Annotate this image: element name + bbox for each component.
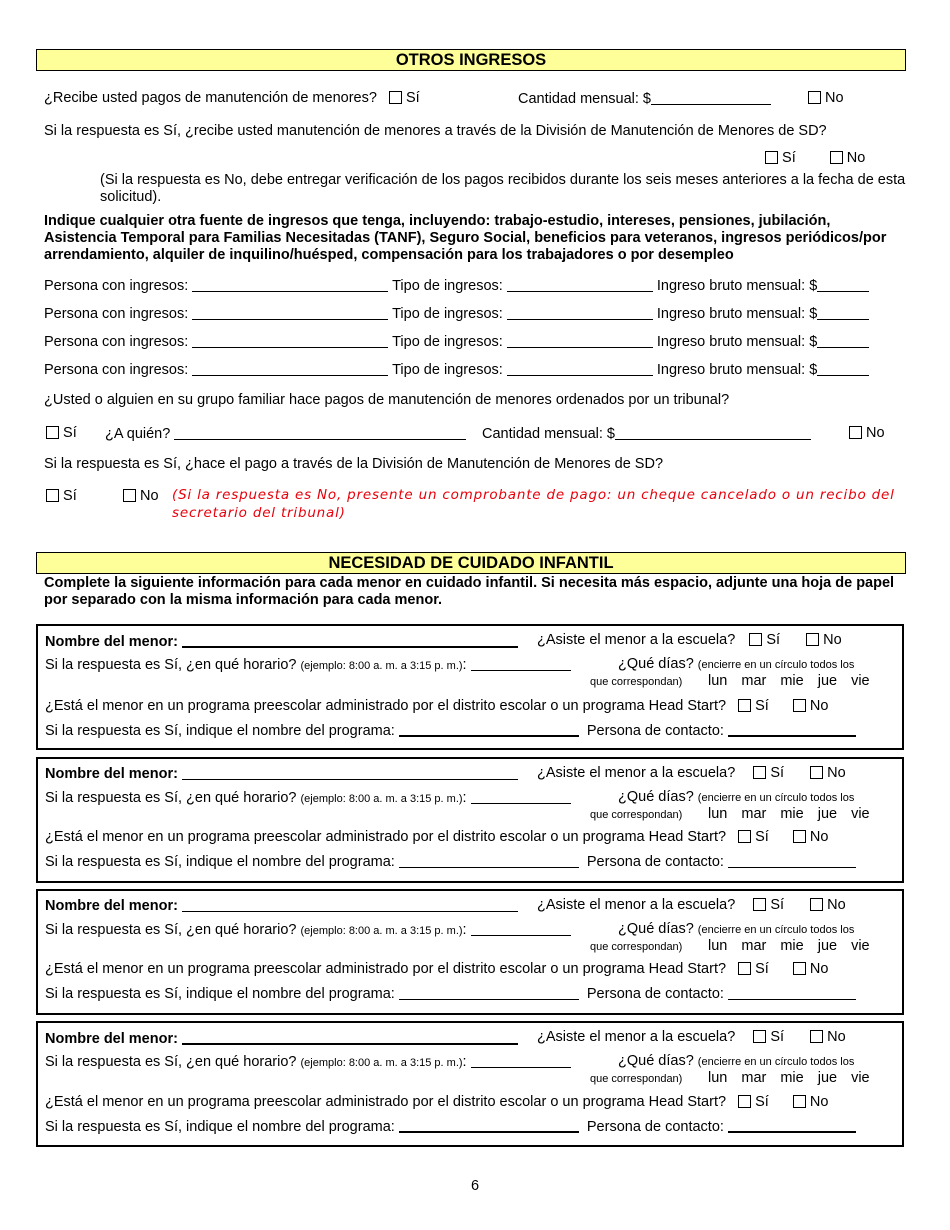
program-field[interactable] <box>399 1117 579 1133</box>
no-label: No <box>809 698 829 714</box>
to-whom-field[interactable] <box>174 425 466 440</box>
contact-label: Persona de contacto: <box>586 723 724 739</box>
income-sources-instructions: Indique cualquier otra fuente de ingresos que tenga, incluyendo: trabajo-estudio, intereses, pensiones, jubilación, Asistencia Temporal para Familias Necesitadas (TANF), Seguro Social, beneficios para veteranos, ingresos periódicos/por arrendamiento, alquiler de inquilino/huésped, compensación para los trabajadores o por desempleo <box>44 213 887 263</box>
schedule-row <box>45 921 571 938</box>
no-label: No <box>809 829 829 845</box>
school-no-checkbox[interactable] <box>810 898 823 911</box>
child-support-no-checkbox[interactable] <box>808 91 821 104</box>
schedule-question: Si la respuesta es Sí, ¿en qué horario? <box>45 922 297 938</box>
child-record-box <box>36 624 904 750</box>
child-name-label: Nombre del menor: <box>45 766 178 782</box>
program-question: Si la respuesta es Sí, indique el nombre del programa: <box>45 854 395 870</box>
page-number: 6 <box>470 1178 480 1194</box>
program-field[interactable] <box>399 985 579 1000</box>
schedule-example: (ejemplo: 8:00 a. m. a 3:15 p. m.) <box>300 925 463 937</box>
gross-field[interactable] <box>817 277 869 292</box>
monthly-amount-label: Cantidad mensual: $ <box>482 426 615 442</box>
no-label: No <box>827 897 846 913</box>
school-yes-checkbox[interactable] <box>753 766 766 779</box>
child-support-yes-checkbox[interactable] <box>389 91 402 104</box>
section-header-cuidado-infantil: NECESIDAD DE CUIDADO INFANTIL <box>36 552 906 574</box>
contact-field[interactable] <box>728 1117 856 1133</box>
no-label: No <box>825 90 844 106</box>
school-no-checkbox[interactable] <box>806 633 819 646</box>
no-label: No <box>827 1029 846 1045</box>
to-whom-label: ¿A quién? <box>105 426 171 442</box>
yes-label: Sí <box>755 961 769 977</box>
preschool-question: ¿Está el menor en un programa preescolar administrado por el distrito escolar o un programa Head Start? <box>45 1094 727 1110</box>
school-question: ¿Asiste el menor a la escuela? <box>537 1029 736 1045</box>
no-label: No <box>823 632 842 648</box>
type-label: Tipo de ingresos: <box>392 278 503 294</box>
school-yes-checkbox[interactable] <box>753 898 766 911</box>
day-vie[interactable]: vie <box>851 806 870 822</box>
child-name-label: Nombre del menor: <box>45 1031 178 1047</box>
person-label: Persona con ingresos: <box>44 306 189 322</box>
no-label: No <box>809 1094 829 1110</box>
preschool-question: ¿Está el menor en un programa preescolar administrado por el distrito escolar o un programa Head Start? <box>45 961 727 977</box>
program-row <box>45 721 856 739</box>
preschool-yes-checkbox[interactable] <box>738 1095 751 1108</box>
day-lun[interactable]: lun <box>708 673 728 689</box>
court-ordered-question: ¿Usted o alguien en su grupo familiar hace pagos de manutención de menores ordenados por un tribunal? <box>44 392 730 408</box>
schedule-colon: : <box>462 922 467 938</box>
day-jue[interactable]: jue <box>817 806 838 822</box>
program-row <box>45 853 856 870</box>
program-row <box>45 985 856 1002</box>
days-hint-line2: que correspondan) <box>590 1073 683 1085</box>
to-whom-row <box>105 425 466 442</box>
yes-label: Sí <box>755 1094 769 1110</box>
day-mie[interactable]: mie <box>780 1070 804 1086</box>
type-field[interactable] <box>507 305 653 320</box>
day-lun[interactable]: lun <box>708 806 728 822</box>
child-name-field[interactable] <box>182 1029 518 1045</box>
schedule-colon: : <box>462 1054 467 1070</box>
section-header-otros-ingresos: OTROS INGRESOS <box>36 49 906 71</box>
program-row <box>45 1117 856 1135</box>
monthly-amount-field[interactable] <box>615 425 811 440</box>
yes-label: Sí <box>63 488 77 504</box>
sd-division-yes-checkbox[interactable] <box>765 151 778 164</box>
child-name-row <box>45 1029 518 1047</box>
days-question: ¿Qué días? <box>618 789 694 805</box>
contact-field[interactable] <box>728 985 856 1000</box>
day-mar[interactable]: mar <box>741 938 767 954</box>
gross-field[interactable] <box>817 333 869 348</box>
gross-field[interactable] <box>817 361 869 376</box>
school-question: ¿Asiste el menor a la escuela? <box>537 632 736 648</box>
person-label: Persona con ingresos: <box>44 362 189 378</box>
schedule-field[interactable] <box>471 789 571 804</box>
income-row <box>44 361 869 378</box>
days-question: ¿Qué días? <box>618 921 694 937</box>
yes-label: Sí <box>770 765 785 781</box>
day-jue[interactable]: jue <box>817 673 838 689</box>
no-label: No <box>809 961 829 977</box>
yes-label: Sí <box>766 632 781 648</box>
person-label: Persona con ingresos: <box>44 278 189 294</box>
days-hint: (encierre en un círculo todos los <box>697 792 855 804</box>
preschool-yes-checkbox[interactable] <box>738 699 751 712</box>
person-field[interactable] <box>192 305 388 320</box>
day-lun[interactable]: lun <box>708 938 728 954</box>
school-yes-checkbox[interactable] <box>749 633 762 646</box>
days-question-row <box>618 1053 854 1069</box>
days-question: ¿Qué días? <box>618 656 694 672</box>
preschool-no-checkbox[interactable] <box>793 1095 806 1108</box>
payment-division-yes-checkbox[interactable] <box>46 489 59 502</box>
payment-division-no-checkbox[interactable] <box>123 489 136 502</box>
sd-division-question: Si la respuesta es Sí, ¿recibe usted manutención de menores a través de la División de Manutención de Menores de SD? <box>44 123 827 139</box>
day-jue[interactable]: jue <box>817 1070 838 1086</box>
child-record-box <box>36 889 904 1015</box>
days-question-row <box>618 656 854 672</box>
schedule-field[interactable] <box>471 921 571 936</box>
sd-division-options <box>765 150 865 166</box>
verification-note: (Si la respuesta es No, debe entregar verificación de los pagos recibidos durante los seis meses anteriores a la fecha de esta solicitud). <box>100 172 906 205</box>
days-hint: (encierre en un círculo todos los <box>697 659 855 671</box>
type-label: Tipo de ingresos: <box>392 334 503 350</box>
day-mie[interactable]: mie <box>780 806 804 822</box>
income-row <box>44 277 869 294</box>
schedule-example: (ejemplo: 8:00 a. m. a 3:15 p. m.) <box>300 1057 463 1069</box>
days-hint-line2: que correspondan) <box>590 941 683 953</box>
childcare-instructions: Complete la siguiente información para cada menor en cuidado infantil. Si necesita más espacio, adjunte una hoja de papel por separado con la misma información para cada menor. <box>44 575 895 608</box>
day-lun[interactable]: lun <box>708 1070 728 1086</box>
yes-label: Sí <box>755 829 769 845</box>
schedule-row <box>45 1053 571 1070</box>
days-options <box>708 938 870 954</box>
child-support-no-option <box>808 90 844 106</box>
day-mar[interactable]: mar <box>741 1070 767 1086</box>
school-question-row <box>537 632 842 648</box>
child-name-field[interactable] <box>182 765 518 780</box>
schedule-colon: : <box>462 657 467 673</box>
child-name-row <box>45 897 518 914</box>
program-field[interactable] <box>399 853 579 868</box>
program-field[interactable] <box>399 721 579 737</box>
preschool-row <box>45 961 828 977</box>
contact-label: Persona de contacto: <box>586 1119 724 1135</box>
day-vie[interactable]: vie <box>851 673 870 689</box>
person-label: Persona con ingresos: <box>44 334 189 350</box>
yes-label: Sí <box>63 425 77 441</box>
school-question: ¿Asiste el menor a la escuela? <box>537 765 736 781</box>
day-mar[interactable]: mar <box>741 806 767 822</box>
preschool-row <box>45 698 828 714</box>
child-name-field[interactable] <box>182 632 518 648</box>
type-field[interactable] <box>507 361 653 376</box>
child-support-question: ¿Recibe usted pagos de manutención de menores? <box>44 90 377 106</box>
school-question-row <box>537 765 846 781</box>
schedule-example: (ejemplo: 8:00 a. m. a 3:15 p. m.) <box>300 793 463 805</box>
child-name-field[interactable] <box>182 897 518 912</box>
gross-field[interactable] <box>817 305 869 320</box>
days-hint: (encierre en un círculo todos los <box>697 1056 855 1068</box>
days-question-row <box>618 921 854 937</box>
payment-division-question: Si la respuesta es Sí, ¿hace el pago a través de la División de Manutención de Menores de SD? <box>44 456 664 472</box>
preschool-yes-checkbox[interactable] <box>738 830 751 843</box>
yes-label: Sí <box>782 150 796 166</box>
day-mie[interactable]: mie <box>780 673 804 689</box>
program-question: Si la respuesta es Sí, indique el nombre del programa: <box>45 986 395 1002</box>
monthly-amount-field[interactable] <box>651 90 771 105</box>
preschool-no-checkbox[interactable] <box>793 962 806 975</box>
school-no-checkbox[interactable] <box>810 766 823 779</box>
type-field[interactable] <box>507 277 653 292</box>
monthly-amount-label: Cantidad mensual: $ <box>518 91 651 107</box>
type-label: Tipo de ingresos: <box>392 362 503 378</box>
person-field[interactable] <box>192 277 388 292</box>
court-ordered-no-option <box>849 425 885 441</box>
no-label: No <box>827 765 846 781</box>
child-support-amount <box>518 90 771 107</box>
yes-label: Sí <box>770 897 785 913</box>
contact-label: Persona de contacto: <box>586 986 724 1002</box>
school-yes-checkbox[interactable] <box>753 1030 766 1043</box>
no-label: No <box>140 488 159 504</box>
court-ordered-no-checkbox[interactable] <box>849 426 862 439</box>
child-name-row <box>45 765 518 782</box>
type-field[interactable] <box>507 333 653 348</box>
child-support-question-row <box>44 90 420 106</box>
gross-label: Ingreso bruto mensual: $ <box>656 362 818 378</box>
schedule-colon: : <box>462 790 467 806</box>
schedule-field[interactable] <box>471 656 571 671</box>
day-vie[interactable]: vie <box>851 938 870 954</box>
income-row <box>44 333 869 350</box>
schedule-field[interactable] <box>471 1053 571 1068</box>
program-question: Si la respuesta es Sí, indique el nombre del programa: <box>45 1119 395 1135</box>
payment-proof-note-line2: secretario del tribunal) <box>172 505 346 521</box>
court-ordered-yes-checkbox[interactable] <box>46 426 59 439</box>
gross-label: Ingreso bruto mensual: $ <box>656 334 818 350</box>
preschool-row <box>45 1094 828 1110</box>
sd-division-no-checkbox[interactable] <box>830 151 843 164</box>
gross-label: Ingreso bruto mensual: $ <box>656 278 818 294</box>
school-no-checkbox[interactable] <box>810 1030 823 1043</box>
days-hint-line2: que correspondan) <box>590 809 683 821</box>
payment-proof-note-line1: (Si la respuesta es No, presente un comprobante de pago: un cheque cancelado o un recibo del <box>172 487 895 503</box>
contact-field[interactable] <box>728 853 856 868</box>
schedule-question: Si la respuesta es Sí, ¿en qué horario? <box>45 790 297 806</box>
preschool-yes-checkbox[interactable] <box>738 962 751 975</box>
school-question-row <box>537 897 846 913</box>
days-options <box>708 673 870 689</box>
days-hint-line2: que correspondan) <box>590 676 683 688</box>
days-options <box>708 806 870 822</box>
schedule-row <box>45 789 571 806</box>
child-name-row <box>45 632 518 650</box>
day-vie[interactable]: vie <box>851 1070 870 1086</box>
day-mie[interactable]: mie <box>780 938 804 954</box>
yes-label: Sí <box>755 698 769 714</box>
days-hint: (encierre en un círculo todos los <box>697 924 855 936</box>
payment-division-no-option <box>123 488 159 504</box>
court-ordered-yes-option <box>46 425 77 441</box>
days-question: ¿Qué días? <box>618 1053 694 1069</box>
preschool-no-checkbox[interactable] <box>793 830 806 843</box>
child-name-label: Nombre del menor: <box>45 898 178 914</box>
child-name-label: Nombre del menor: <box>45 634 178 650</box>
no-label: No <box>846 150 866 166</box>
school-question: ¿Asiste el menor a la escuela? <box>537 897 736 913</box>
school-question-row <box>537 1029 846 1045</box>
days-options <box>708 1070 870 1086</box>
preschool-question: ¿Está el menor en un programa preescolar administrado por el distrito escolar o un programa Head Start? <box>45 698 727 714</box>
days-question-row <box>618 789 854 805</box>
day-mar[interactable]: mar <box>741 673 767 689</box>
contact-label: Persona de contacto: <box>586 854 724 870</box>
day-jue[interactable]: jue <box>817 938 838 954</box>
no-label: No <box>866 425 885 441</box>
schedule-question: Si la respuesta es Sí, ¿en qué horario? <box>45 657 297 673</box>
schedule-row <box>45 656 571 673</box>
type-label: Tipo de ingresos: <box>392 306 503 322</box>
child-record-box <box>36 1021 904 1147</box>
person-field[interactable] <box>192 333 388 348</box>
program-question: Si la respuesta es Sí, indique el nombre del programa: <box>45 723 395 739</box>
preschool-no-checkbox[interactable] <box>793 699 806 712</box>
income-row <box>44 305 869 322</box>
schedule-question: Si la respuesta es Sí, ¿en qué horario? <box>45 1054 297 1070</box>
schedule-example: (ejemplo: 8:00 a. m. a 3:15 p. m.) <box>300 660 463 672</box>
preschool-question: ¿Está el menor en un programa preescolar administrado por el distrito escolar o un programa Head Start? <box>45 829 727 845</box>
yes-label: Sí <box>770 1029 785 1045</box>
court-ordered-amount <box>482 425 811 442</box>
payment-division-yes-option <box>46 488 77 504</box>
person-field[interactable] <box>192 361 388 376</box>
child-record-box <box>36 757 904 883</box>
contact-field[interactable] <box>728 721 856 737</box>
gross-label: Ingreso bruto mensual: $ <box>656 306 818 322</box>
preschool-row <box>45 829 828 845</box>
yes-label: Sí <box>405 90 420 106</box>
